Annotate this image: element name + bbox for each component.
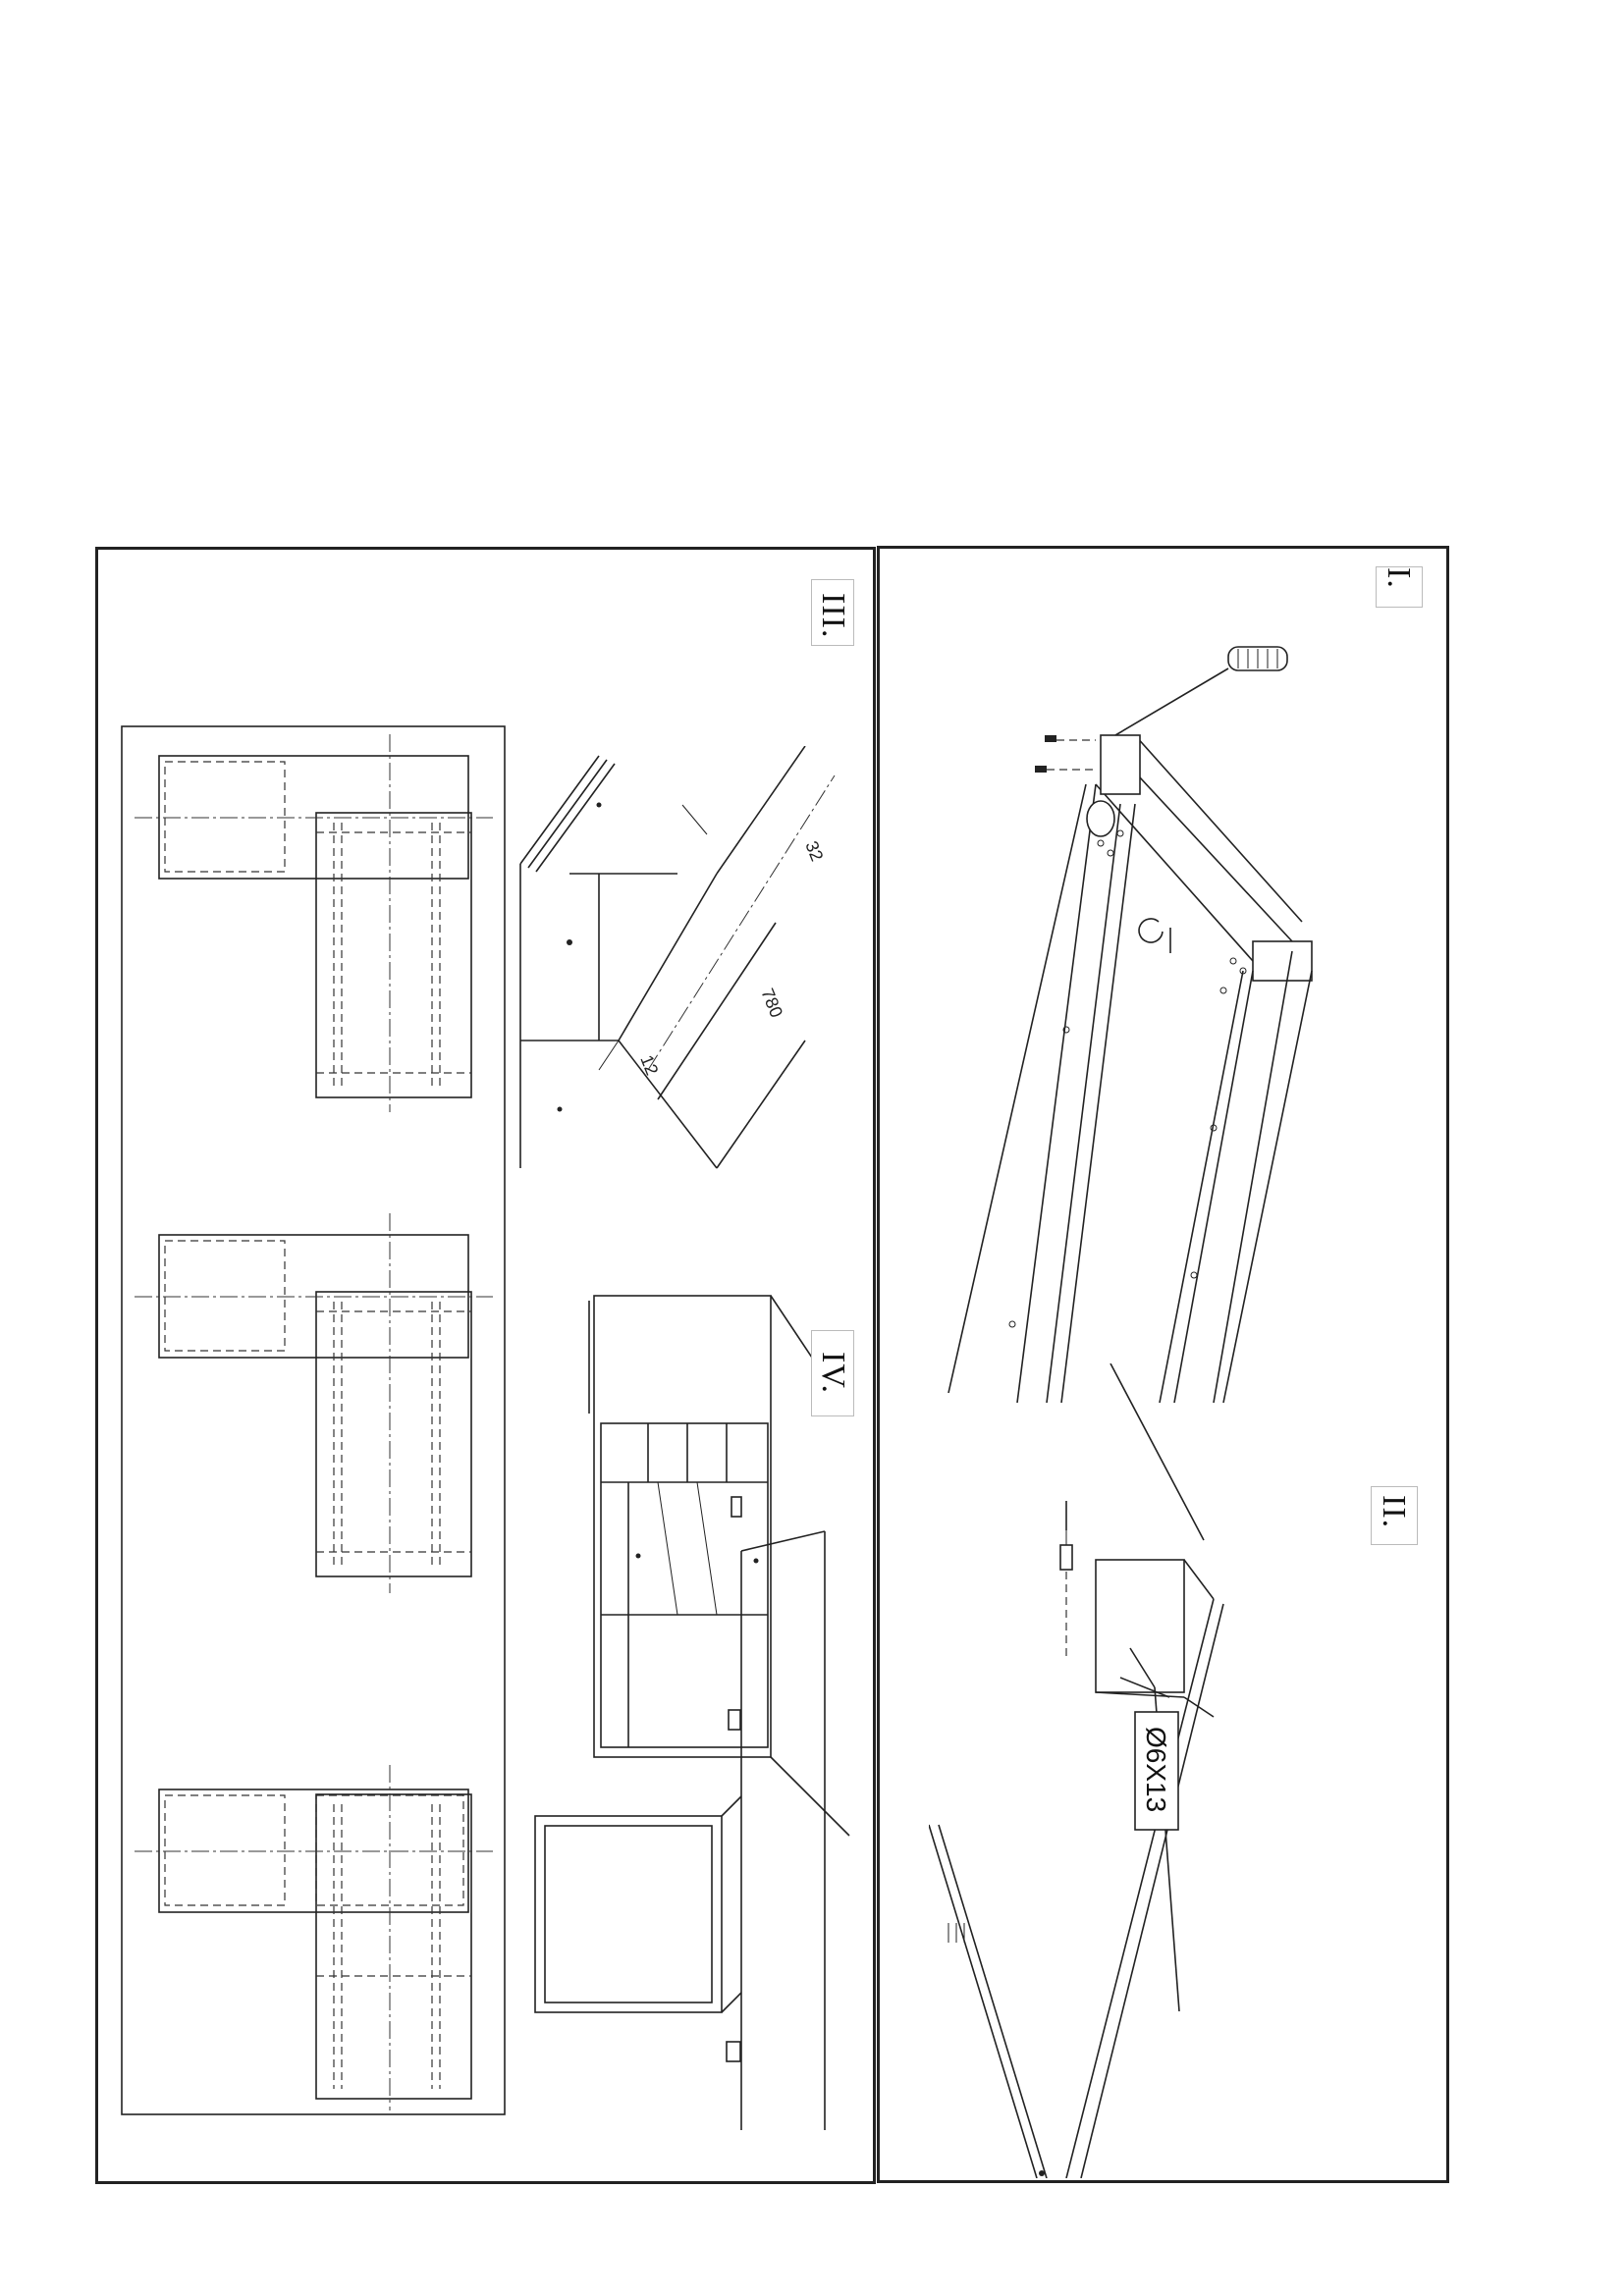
step3-layouts-frame xyxy=(120,724,508,2118)
dim-32: 32 xyxy=(801,838,828,865)
layout-top-view-a xyxy=(135,734,493,1112)
drill-callout: Ø6X13 xyxy=(1141,1727,1171,1813)
step3-label: III. xyxy=(815,593,851,639)
step4-label: IV. xyxy=(815,1352,851,1394)
panel-steps-3-4 xyxy=(95,547,876,2184)
step2-drilling-detail xyxy=(929,1363,1430,2178)
layout-top-view-c xyxy=(135,1765,493,2110)
dim-length-780: 780 xyxy=(757,986,787,1021)
step1-label: I. xyxy=(1380,567,1417,589)
step1-frame-assembly xyxy=(929,637,1430,1403)
step3-cabinet-detail xyxy=(511,746,864,1178)
drill-bit-icon xyxy=(1060,1501,1072,1570)
rotate-arrow-icon xyxy=(1139,919,1170,953)
dim-12: 12 xyxy=(636,1052,663,1079)
layout-top-view-b xyxy=(135,1213,493,1593)
dowel-icon xyxy=(1228,647,1287,670)
step2-label: II. xyxy=(1376,1495,1412,1529)
panel-steps-1-2 xyxy=(877,546,1449,2183)
